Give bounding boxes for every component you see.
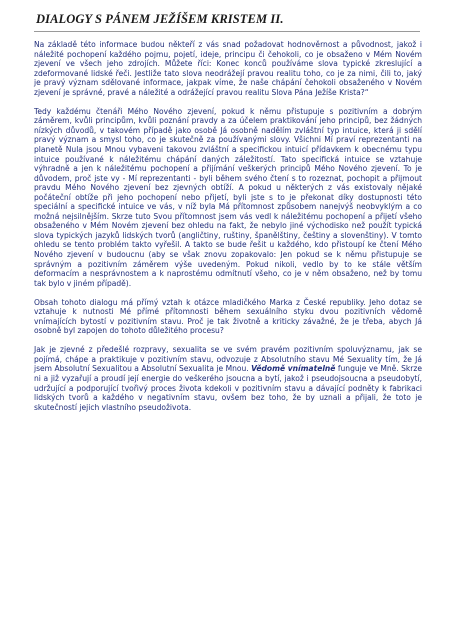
paragraph-1: Na základě této informace budou někteří z vás snad požadovat hodnověrnost a původnost, jakož i náležité pochopení každého pojmu, pojetí, ideje, principu či čehokoli, co je obsaženo v Mém Novém zjevení ve všech jeho zdrojích. Můžete říci: Konec konců používáme slova typické zkreslující a zdeformované lidské řeči. Jestliže tato slova neodrážejí pravou realitu toho, co je za nimi, čili to, jaký je pravý význam sdělované informace, jakpak víme, že naše chápání čehokoli obsaženého v Novém zjevení je správné, pravé a náležité a odrážející pravou realitu Slova Pána Ježíše Krista?“ — [34, 40, 422, 97]
paragraph-3: Obsah tohoto dialogu má přímý vztah k otázce mladičkého Marka z České republiky. Jeho dotaz se vztahuje k nutnosti Mé přímé přítomnosti během sexuálního styku dvou pozitivních vědomě vnímajících bytostí v pozitivním stavu. Proč je tak životně a kriticky závažné, že je třeba, abych Já osobně byl zapojen do tohoto důležitého procesu? — [34, 297, 422, 336]
paragraph-2: Tedy každému čtenáři Mého Nového zjevení, pokud k němu přistupuje s pozitivním a dobrým záměrem, kvůli principům, kvůli poznání pravdy a za účelem praktikování jeho principů, bez žádných nízkých důvodů, v takovém případě jako osobě Já osobně nadělím zvláštní typ intuice, která ji sdělí pravý význam a smysl toho, co je skutečně za používanými slovy. Všichni Mí praví reprezentanti na planetě Nula jsou Mnou vybaveni takovou zvláštní a specifickou intuicí přídavkem k obecnému typu intuice používané k náležitému chápání daných záležitostí. Tato specifická intuice se vztahuje výhradně a jen k náležitému pochopení a přijímání veškerých principů Mého Nového zjevení. To je důvodem, proč jste vy - Mí reprezentanti - byli během svého čtení s to rozeznat, pochopit a přijmout pravdu Mého Nového zjevení bez zjevných obtíží. A pokud u některých z vás existovaly nějaké počáteční obtíže při jeho pochopení nebo přijetí, byli jste s to je překonat díky dostupnosti této speciální a specifické intuice ve vás, v níž byla Má přítomnost způsobem nanejvýš neobvyklým a co možná nejsilnějším. Skrze tuto Svou přítomnost jsem vás vedl k náležitému pochopení a přijetí všeho obsaženého v Mém Novém zjevení bez ohledu na fakt, že nebylo jiné východisko než použít typická slova typických jazyků lidských tvorů (angličtiny, ruštiny, španělštiny, češtiny a slovenštiny). V tomto ohledu se tento problém takto vyřešil. A takto se bude řešit u každého, kdo přistoupí ke čtení Mého Nového zjevení v budoucnu (aby se však znovu zopakovalo: Jen pokud se k němu přistupuje se správným a pozitivním záměrem výše uvedeným. Pokud nikoli, vedlo by to ke stále větším deformacím a nesprávnostem a k naprostému odmítnutí všeho, co je v něm obsaženo, než by tomu tak bylo v jiném případě). — [34, 106, 422, 288]
document-body — [34, 40, 422, 422]
paragraph-4-start: Jak je zjevné z předešlé rozpravy, sexualita se ve svém pravém pozitivním spoluvýznamu, jak se pojímá, chápe a praktikuje v pozitivním stavu, odvozuje z Absolutního stavu Mé Sexuality tím, že Já jsem Absolutní Sexualitou a Absolutní Sexualita je Mnou. — [34, 345, 422, 374]
paragraph-4-end: funguje ve Mně. Skrze ni a již vyzařují a proudí její energie do veškerého jsoucna a bytí, jakož i pseudojsoucna a pseudobytí, udržující a podporující tvořivý proces života kdekoli v pozitivním stavu a dávající podněty k fabrikaci lidských tvorů a každého v negativním stavu, ovšem bez toho, že by uznali a přijali, že toto je skutečností jejich vlastního pseudoživota. — [34, 364, 423, 412]
header-rule — [34, 31, 420, 32]
paragraph-4 — [34, 345, 422, 412]
emphasized-phrase: Vědomě vnímatelně — [251, 364, 336, 374]
running-header: DIALOGY S PÁNEM JEŽÍŠEM KRISTEM II. — [36, 12, 284, 26]
